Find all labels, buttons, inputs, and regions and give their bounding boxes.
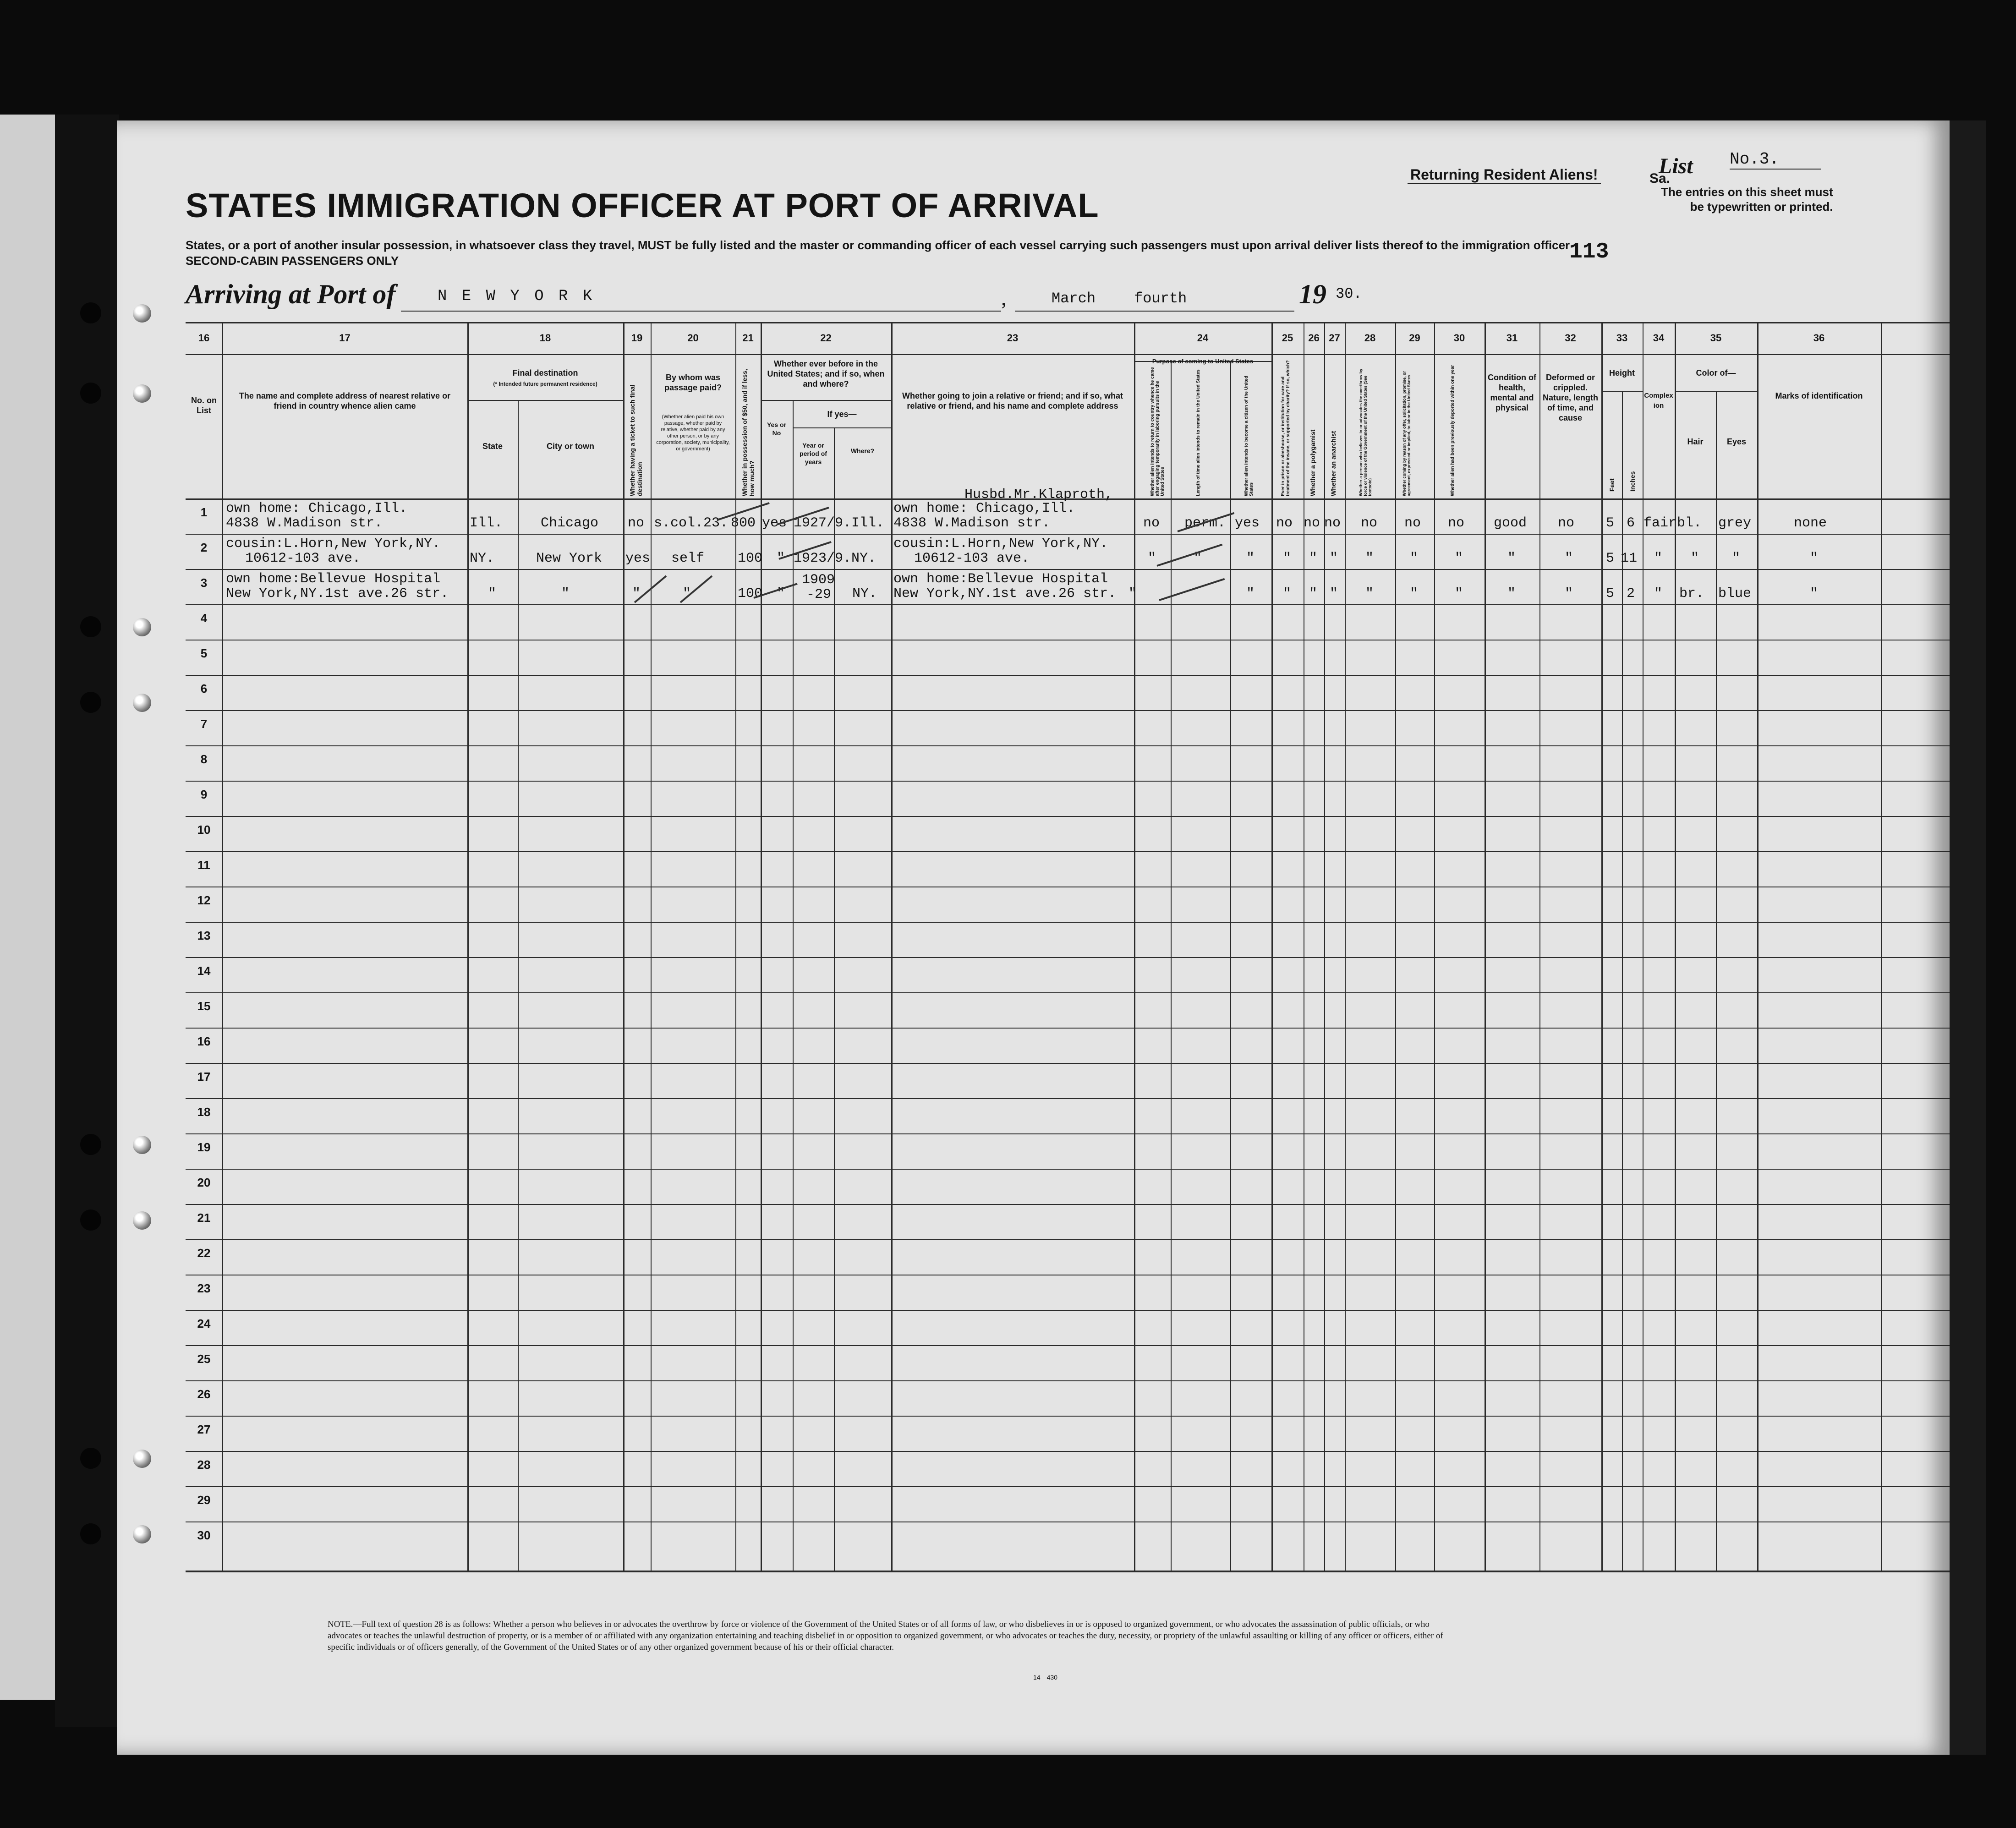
complexion: ": [1654, 586, 1663, 602]
binder-ring: [133, 384, 151, 403]
header-purpose: Purpose of coming to United States: [1152, 358, 1254, 365]
hair: ": [1691, 551, 1699, 566]
column-rule: [1601, 322, 1603, 1572]
binder-ring: [133, 618, 151, 636]
row-rule: [186, 1310, 1950, 1311]
dest-state: Ill.: [470, 515, 503, 531]
col-number-16: 16: [198, 332, 210, 344]
ever-before: ": [777, 551, 785, 566]
binder-hole: [80, 383, 101, 404]
column-rule: [1622, 391, 1623, 1572]
binder-ring: [133, 304, 151, 323]
binder-hole: [80, 616, 101, 637]
header-anarchist: Whether an anarchist: [1330, 431, 1337, 496]
money: 100: [738, 586, 763, 602]
column-rule: [1881, 322, 1882, 1572]
column-rule: [735, 322, 736, 1572]
sub-rule: [761, 400, 891, 401]
deported: ": [1455, 551, 1463, 566]
ever-before: yes: [762, 515, 787, 531]
row-number: 24: [197, 1317, 211, 1330]
port-name: N E W Y O R K: [438, 288, 595, 305]
subtitle-line-1: States, or a port of another insular possession, in whatsoever class they travel, MUST be fully listed and the master or commanding officer of each vessel carrying such passengers must upon arrival deliver lists thereof to the immigration officer: [186, 238, 1570, 252]
rule: [186, 354, 1950, 355]
row-number: 29: [197, 1493, 211, 1507]
row-number: 19: [197, 1140, 211, 1154]
column-rule: [1271, 322, 1273, 1572]
column-rule: [1230, 361, 1231, 1572]
col-number-21: 21: [742, 332, 754, 344]
ticket: ": [632, 586, 641, 602]
row-rule: [186, 1063, 1950, 1064]
row-number: 9: [200, 788, 208, 801]
dest-state: NY.: [470, 551, 495, 566]
header-health: Condition of health, mental and physical: [1488, 373, 1536, 412]
header-length-of-stay: Length of time alien intends to remain in the United States: [1196, 369, 1201, 496]
column-rule: [793, 400, 794, 1572]
row-number: 25: [197, 1352, 211, 1366]
date-month: March: [1052, 290, 1096, 307]
intends-citizen: ": [1246, 586, 1255, 602]
q29: ": [1410, 586, 1419, 602]
header-deported: Whether alien had been previously deported within one year: [1450, 365, 1455, 496]
col-number-30: 30: [1453, 332, 1465, 344]
header-money: Whether in possession of $50, and if less, how much?: [741, 369, 756, 496]
dest-state: ": [488, 586, 497, 602]
ticket: yes: [625, 551, 651, 566]
row-rule: [186, 1169, 1950, 1170]
dest-city: ": [561, 586, 570, 602]
col-number-23: 23: [1007, 332, 1019, 344]
height-inches: 2: [1627, 586, 1635, 602]
row-rule: [186, 1239, 1950, 1240]
col-number-29: 29: [1409, 332, 1420, 344]
year-suffix: 30.: [1336, 285, 1362, 302]
row-rule: [186, 816, 1950, 817]
intends-citizen: ": [1246, 551, 1255, 566]
q29: ": [1410, 551, 1419, 566]
join-relative: own home:Bellevue Hospital: [893, 571, 1108, 587]
row-rule: [186, 1028, 1950, 1029]
binder-hole: [80, 1448, 101, 1469]
binder-hole: [80, 1210, 101, 1231]
period-where: 1927/9.Ill.: [794, 515, 885, 531]
page-title: STATES IMMIGRATION OFFICER AT PORT OF ARRIVAL: [186, 186, 1099, 224]
header-marks: Marks of identification: [1775, 391, 1863, 400]
header-intends-citizen: Whether alien intends to become a citizen of the United States: [1244, 376, 1254, 496]
relative-address: cousin:L.Horn,New York,NY.: [226, 536, 441, 552]
row-number: 13: [197, 929, 211, 942]
subtitle-line-2: SECOND-CABIN PASSENGERS ONLY: [186, 254, 399, 268]
form-code: 14—430: [1033, 1674, 1057, 1681]
col-number-20: 20: [687, 332, 699, 344]
relative-address: New York,NY.1st ave.26 str.: [226, 586, 449, 602]
header-prison: Ever in prison or almshouse, or institution for care and treatment of the insane, or supported by charity? If so, which?: [1281, 360, 1291, 496]
header-passage-note: (Whether alien paid his own passage, whether paid by relative, whether paid by any other person, or by any corporation, society, municipality, or government): [656, 414, 730, 452]
relative-address: own home: Chicago,Ill.: [226, 501, 408, 516]
col-number-34: 34: [1653, 332, 1665, 344]
polygamist: ": [1309, 586, 1318, 602]
header-if-yes: If yes—: [827, 410, 857, 419]
q28: ": [1365, 586, 1374, 602]
intends-return: no: [1143, 515, 1160, 531]
header-deformed: Deformed or crippled. Nature, length of time, and cause: [1542, 373, 1598, 422]
column-rule: [1134, 322, 1135, 1572]
column-rule: [761, 322, 762, 1572]
row-number: 26: [197, 1387, 211, 1401]
sub-rule: [1675, 391, 1757, 392]
row-rule: [186, 1133, 1950, 1134]
passage-paid-by: ": [683, 586, 691, 602]
relative-address: own home:Bellevue Hospital: [226, 571, 441, 587]
row-number: 28: [197, 1458, 211, 1472]
polygamist: ": [1309, 551, 1318, 566]
health: ": [1507, 551, 1516, 566]
next-page-edge: [1950, 120, 1986, 1755]
col-number-33: 33: [1616, 332, 1628, 344]
row-number: 27: [197, 1423, 211, 1436]
dest-city: New York: [536, 551, 603, 566]
row-number: 5: [200, 646, 208, 660]
col-number-25: 25: [1282, 332, 1293, 344]
binder-ring: [133, 1525, 151, 1543]
height-feet: 5: [1606, 551, 1615, 566]
header-height: Height: [1609, 368, 1635, 378]
header-year-period: Year or period of years: [800, 442, 827, 465]
binder-hole: [80, 1134, 101, 1155]
intends-return: ": [1148, 551, 1156, 566]
row-rule: [186, 781, 1950, 782]
relative-address: 4838 W.Madison str.: [226, 515, 383, 531]
deformed: ": [1565, 586, 1573, 602]
row-number: 21: [197, 1211, 211, 1225]
column-rule: [1345, 322, 1346, 1572]
row-number: 20: [197, 1176, 211, 1189]
health: good: [1494, 515, 1527, 531]
typewritten-note-line-1: The entries on this sheet must: [1661, 185, 1833, 199]
eyes: blue: [1718, 586, 1752, 602]
join-relative: cousin:L.Horn,New York,NY.: [893, 536, 1108, 552]
height-feet: 5: [1606, 515, 1615, 531]
column-rule: [1171, 361, 1172, 1572]
col-number-22: 22: [820, 332, 832, 344]
marks: none: [1794, 515, 1827, 531]
binder-ring: [133, 1211, 151, 1230]
complexion: fair: [1643, 515, 1677, 531]
row-rule: [186, 604, 1950, 605]
header-color-of: Color of—: [1696, 368, 1736, 378]
health: ": [1507, 586, 1516, 602]
row-rule: [186, 710, 1950, 711]
hair: bl.: [1677, 515, 1702, 531]
row-rule: [186, 922, 1950, 923]
row-rule: [186, 675, 1950, 676]
row-rule: [186, 1486, 1950, 1487]
relative-address: 10612-103 ave.: [245, 551, 361, 566]
sub-rule: [467, 400, 623, 401]
row-rule: [186, 957, 1950, 958]
list-label: List: [1659, 154, 1693, 178]
manifest-table: [186, 322, 1950, 1573]
row-rule: [186, 569, 1950, 570]
deported: no: [1448, 515, 1465, 531]
join-relative: 10612-103 ave.: [914, 551, 1030, 566]
col-number-36: 36: [1813, 332, 1825, 344]
row-number: 7: [200, 717, 208, 731]
row-number: 15: [197, 999, 211, 1013]
header-q28: Whether a person who believes in or advocates the overthrow by force or violence of the Government of the United States (See footnote): [1359, 368, 1372, 496]
deformed: ": [1565, 551, 1573, 566]
manifest-page: [117, 120, 1950, 1755]
height-inches: 6: [1627, 515, 1635, 531]
header-eyes: Eyes: [1726, 437, 1747, 446]
header-hair: Hair: [1687, 437, 1704, 446]
hair: br.: [1679, 586, 1704, 602]
row-rule: [186, 1416, 1950, 1417]
join-relative: own home: Chicago,Ill.: [893, 501, 1075, 516]
deformed: no: [1558, 515, 1575, 531]
intends-citizen: yes: [1235, 515, 1260, 531]
column-rule: [467, 322, 469, 1572]
money: 800: [731, 515, 756, 531]
header-state: State: [482, 442, 503, 451]
page-subtitle: [186, 237, 1570, 268]
header-nearest-relative: The name and complete address of nearest relative or friend in country whence alien came: [239, 391, 451, 410]
col-number-28: 28: [1364, 332, 1376, 344]
col-number-24: 24: [1197, 332, 1209, 344]
row-number: 8: [200, 752, 208, 766]
list-number: No.3.: [1730, 150, 1821, 170]
book-spine: [55, 115, 119, 1727]
q28: ": [1365, 551, 1374, 566]
header-yes-no: Yes or No: [767, 421, 787, 437]
column-rule: [1539, 322, 1540, 1572]
binder-ring: [133, 694, 151, 712]
eyes: grey: [1718, 515, 1752, 531]
row-rule: [186, 745, 1950, 746]
binder-hole: [80, 302, 101, 323]
column-rule: [1395, 322, 1396, 1572]
check-mark: [1159, 578, 1225, 601]
check-mark: [1156, 544, 1222, 567]
q29: no: [1404, 515, 1421, 531]
header-where: Where?: [850, 447, 875, 454]
row-rule: [186, 1451, 1950, 1452]
prison: no: [1276, 515, 1293, 531]
dest-city: Chicago: [541, 515, 599, 531]
comma: ,: [1001, 286, 1007, 310]
port-underline: [401, 311, 1001, 312]
passage-paid-by: s.col.23.: [654, 515, 729, 531]
row-number: 11: [197, 858, 210, 872]
col-number-26: 26: [1308, 332, 1320, 344]
period: 1909: [802, 572, 835, 588]
returning-aliens-stamp: Returning Resident Aliens!: [1408, 166, 1601, 184]
column-rule: [891, 322, 893, 1572]
header-city: City or town: [547, 442, 594, 451]
date-day: fourth: [1134, 290, 1187, 307]
header-final-destination-note: (* Intended future permanent residence): [493, 381, 597, 387]
row-rule: [186, 534, 1950, 535]
column-rule: [1324, 322, 1325, 1572]
row-number: 4: [200, 611, 208, 625]
sheet-number: 113: [1569, 240, 1609, 264]
row-number: 1: [200, 505, 208, 519]
column-rule: [623, 322, 625, 1572]
column-rule: [1716, 391, 1717, 1572]
prison: ": [1283, 586, 1292, 602]
typewritten-note-line-2: be typewritten or printed.: [1690, 200, 1833, 213]
header-q29: Whether coming by reason of any offer, solicitation, promise, or agreement, expressed or implied, to labor in the United States: [1402, 371, 1411, 496]
ever-before: ": [777, 586, 785, 602]
header-complexion: Complexion: [1644, 392, 1673, 410]
col-number-27: 27: [1329, 332, 1340, 344]
column-rule: [1485, 322, 1486, 1572]
col-number-32: 32: [1565, 332, 1576, 344]
column-rule: [1434, 322, 1435, 1572]
sub-rule: [793, 427, 891, 428]
join-relative: New York,NY.1st ave.26 str.: [893, 586, 1117, 602]
marks: ": [1810, 551, 1819, 566]
length-of-stay: ": [1194, 551, 1202, 566]
length-of-stay: perm.: [1184, 515, 1226, 531]
column-rule: [651, 322, 652, 1572]
ticket: no: [628, 515, 645, 531]
binder-ring: [133, 1136, 151, 1154]
col-number-31: 31: [1506, 332, 1518, 344]
header-inches: Inches: [1629, 471, 1636, 492]
height-inches: 11: [1621, 551, 1638, 566]
header-final-destination: Final destination: [512, 368, 578, 378]
height-feet: 5: [1606, 586, 1615, 602]
passage-paid-by: self: [671, 551, 705, 566]
q28: no: [1361, 515, 1378, 531]
col-number-35: 35: [1710, 332, 1722, 344]
row-number: 30: [197, 1528, 211, 1542]
col-number-18: 18: [539, 332, 551, 344]
header-intends-return: Whether alien intends to return to country whence he came after engaging temporarily in laboring pursuits in the United States: [1150, 367, 1165, 496]
binder-hole: [80, 692, 101, 713]
row-number: 18: [197, 1105, 211, 1119]
header-polygamist: Whether a polygamist: [1309, 429, 1316, 496]
column-rule: [1757, 322, 1759, 1572]
sa-label: Sa.: [1649, 171, 1671, 186]
row-number: 10: [197, 823, 211, 837]
row-number: 6: [200, 682, 208, 695]
header-ticket: Whether having a ticket to such final destination: [629, 384, 643, 496]
row-number: 2: [200, 541, 208, 554]
row-number: 17: [197, 1070, 211, 1084]
period-where: 1923/9.NY.: [794, 551, 877, 566]
eyes: ": [1732, 551, 1741, 566]
join-relative: Husbd.Mr.Klaproth,: [964, 487, 1113, 503]
col-number-17: 17: [339, 332, 351, 344]
intends-return: ": [1129, 586, 1137, 602]
row-rule: [186, 1380, 1950, 1381]
row-number: 14: [197, 964, 211, 978]
row-rule: [186, 1345, 1950, 1346]
row-number: 12: [197, 893, 211, 907]
row-number: 23: [197, 1281, 211, 1295]
where: NY.: [852, 586, 877, 602]
col-number-19: 19: [631, 332, 643, 344]
deported: ": [1455, 586, 1463, 602]
rule: [186, 1571, 1950, 1572]
binder-ring: [133, 1450, 151, 1468]
complexion: ": [1654, 551, 1663, 566]
row-rule: [186, 1098, 1950, 1099]
row-number: 22: [197, 1246, 211, 1260]
anarchist: ": [1330, 586, 1338, 602]
marks: ": [1810, 586, 1819, 602]
footnote-q28: NOTE.—Full text of question 28 is as follows: Whether a person who believes in or advocates the overthrow by force or violence of the Government of the United States or of all forms of law, or who disbelieves in or is opposed to organized government, or who advocates the assassination of public officials, or who advocates or teaches the unlawful destruction of property, or is a member of or affiliated with any organization entertaining and teaching disbelief in or opposition to organized government, or who advocates or teaches the duty, necessity, or propriety of the unlawful assaulting or killing of any officer or officers, either of specific individuals or of officers generally, of the Government of the United States or of any other organized government because of his or their official character.: [328, 1620, 1443, 1652]
arriving-label: Arriving at Port of: [186, 279, 396, 309]
binder-hole: [80, 1523, 101, 1544]
row-rule: [186, 1204, 1950, 1205]
row-number: 3: [200, 576, 208, 590]
date-underline: [1015, 311, 1294, 312]
sub-rule: [1601, 391, 1643, 392]
previous-page-edge: [0, 115, 55, 1700]
row-rule: [186, 992, 1950, 993]
polygamist: no: [1304, 515, 1320, 531]
join-relative: 4838 W.Madison str.: [893, 515, 1051, 531]
row-number: 16: [197, 1034, 211, 1048]
column-rule: [834, 427, 835, 1572]
typewritten-note: [1661, 185, 1833, 214]
header-no-on-list: No. on List: [191, 396, 217, 415]
period: -29: [806, 587, 832, 602]
column-rule: [518, 400, 519, 1572]
anarchist: no: [1324, 515, 1341, 531]
row-rule: [186, 851, 1950, 852]
header-going-to-join: Whether going to join a relative or friend; and if so, what relative or friend, and his name and complete address: [902, 391, 1123, 410]
year-prefix: 19: [1299, 279, 1326, 309]
column-rule: [222, 322, 223, 1572]
header-ever-before: Whether ever before in the United States; and if so, when and where?: [767, 359, 885, 389]
header-feet: Feet: [1608, 478, 1616, 492]
header-passage-paid: By whom was passage paid?: [664, 373, 722, 392]
anarchist: ": [1330, 551, 1338, 566]
column-rule: [1675, 322, 1676, 1572]
money: 100: [738, 551, 763, 566]
prison: ": [1283, 551, 1292, 566]
